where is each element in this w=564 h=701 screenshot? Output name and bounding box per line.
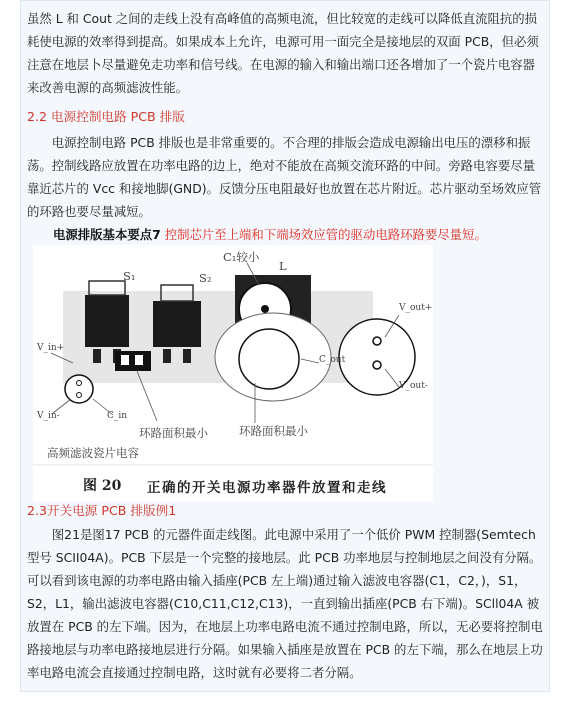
label-s1: S₁: [123, 269, 136, 283]
figure-caption-number: 图 20: [83, 478, 122, 494]
label-ceramic: 高频滤波瓷片电容: [47, 446, 139, 460]
cin-capacitor: [65, 375, 93, 403]
label-s2: S₂: [199, 271, 212, 285]
figure-drawing: [33, 245, 433, 501]
cout-capacitor: [239, 329, 299, 389]
s1-pin: [93, 349, 101, 363]
section-heading-2-2: 2.2 电源控制电路 PCB 排版: [27, 109, 185, 124]
s2-pin: [163, 349, 171, 363]
inductor-center: [261, 305, 269, 313]
paragraph-2-3: 图21是图17 PCB 的元器件面走线图。此电源中采用了一个低价 PWM 控制器(Semtech 型号 SCII04A)。PCB 下层是一个完整的接地层。此 PCB 功率地层与控制地层之间没有分隔。可以看到该电源的功率电路由输入插座(PCB 左上端)通过输入滤波电容器(C1，C2，)，S1，S2，L1，输出滤波电容器(C10,C11,C12,C13)，一直到输出插座(PCB 右下端)。SCll04A 被放置在 PCB 的左下端。因为，在地层上功率电路电流不通过控制电路，所以，无必要将控制电路接地层与功率电路接地层进行分隔。如果输入插座是放置在 PCB 的左下端，那么在地层上功率电路电流会直接通过控制电路，这时就有必要将二者分隔。: [27, 527, 543, 680]
label-vout-minus: V_out-: [399, 381, 428, 391]
s2-mosfet: [153, 301, 201, 347]
paragraph-intro: 虽然 L 和 Cout 之间的走线上没有高峰值的高频电流，但比较宽的走线可以降低直流阻抗的损耗使电源的效率得到提高。如果成本上允许，电源可用一面完全是接地层的双面 PCB，但必须注意在地层卜尽量避免走功率和信号线。在电源的输入和输出端口还各增加了一个瓷片电容器来改善电源的高频滤波性能。: [27, 11, 539, 95]
connector-block: [115, 351, 151, 371]
figure-caption-title: 正确的开关电源功率器件放置和走线: [147, 480, 387, 496]
label-l: L: [279, 259, 287, 273]
connector-pin: [121, 355, 129, 365]
s2-pin: [183, 349, 191, 363]
label-vin-minus: V_in-: [37, 411, 60, 421]
label-cout: C_out: [319, 355, 346, 365]
label-loop-left: 环路面积最小: [139, 426, 208, 440]
section-heading-2-3: 2.3开关电源 PCB 排版例1: [27, 503, 177, 518]
label-loop-right: 环路面积最小: [239, 424, 308, 438]
figure-20: [33, 245, 433, 501]
keypoint-label: 电源排版基本要点7: [53, 227, 161, 242]
connector-pin: [135, 355, 143, 365]
s1-mosfet: [85, 295, 129, 347]
label-vin-plus: V_in+: [37, 343, 65, 353]
paragraph-2-2: 电源控制电路 PCB 排版也是非常重要的。不合理的排版会造成电源输出电压的漂移和振荡。控制线路应放置在功率电路的边上，绝对不能放在高频交流环路的中间。旁路电容要尽量靠近芯片的 Vcc 和接地脚(GND)。反馈分压电阻最好也放置在芯片附近。芯片驱动至场效应管的环路也要尽量减短。: [27, 135, 542, 219]
label-c-small: C₁较小: [223, 250, 260, 264]
label-vout-plus: V_out+: [399, 303, 433, 313]
label-cin: C_in: [107, 411, 128, 421]
document-page: [20, 0, 550, 692]
keypoint-7: [53, 225, 543, 245]
keypoint-text: 控制芯片至上端和下端场效应管的驱动电路环路要尽量短。: [164, 227, 487, 242]
